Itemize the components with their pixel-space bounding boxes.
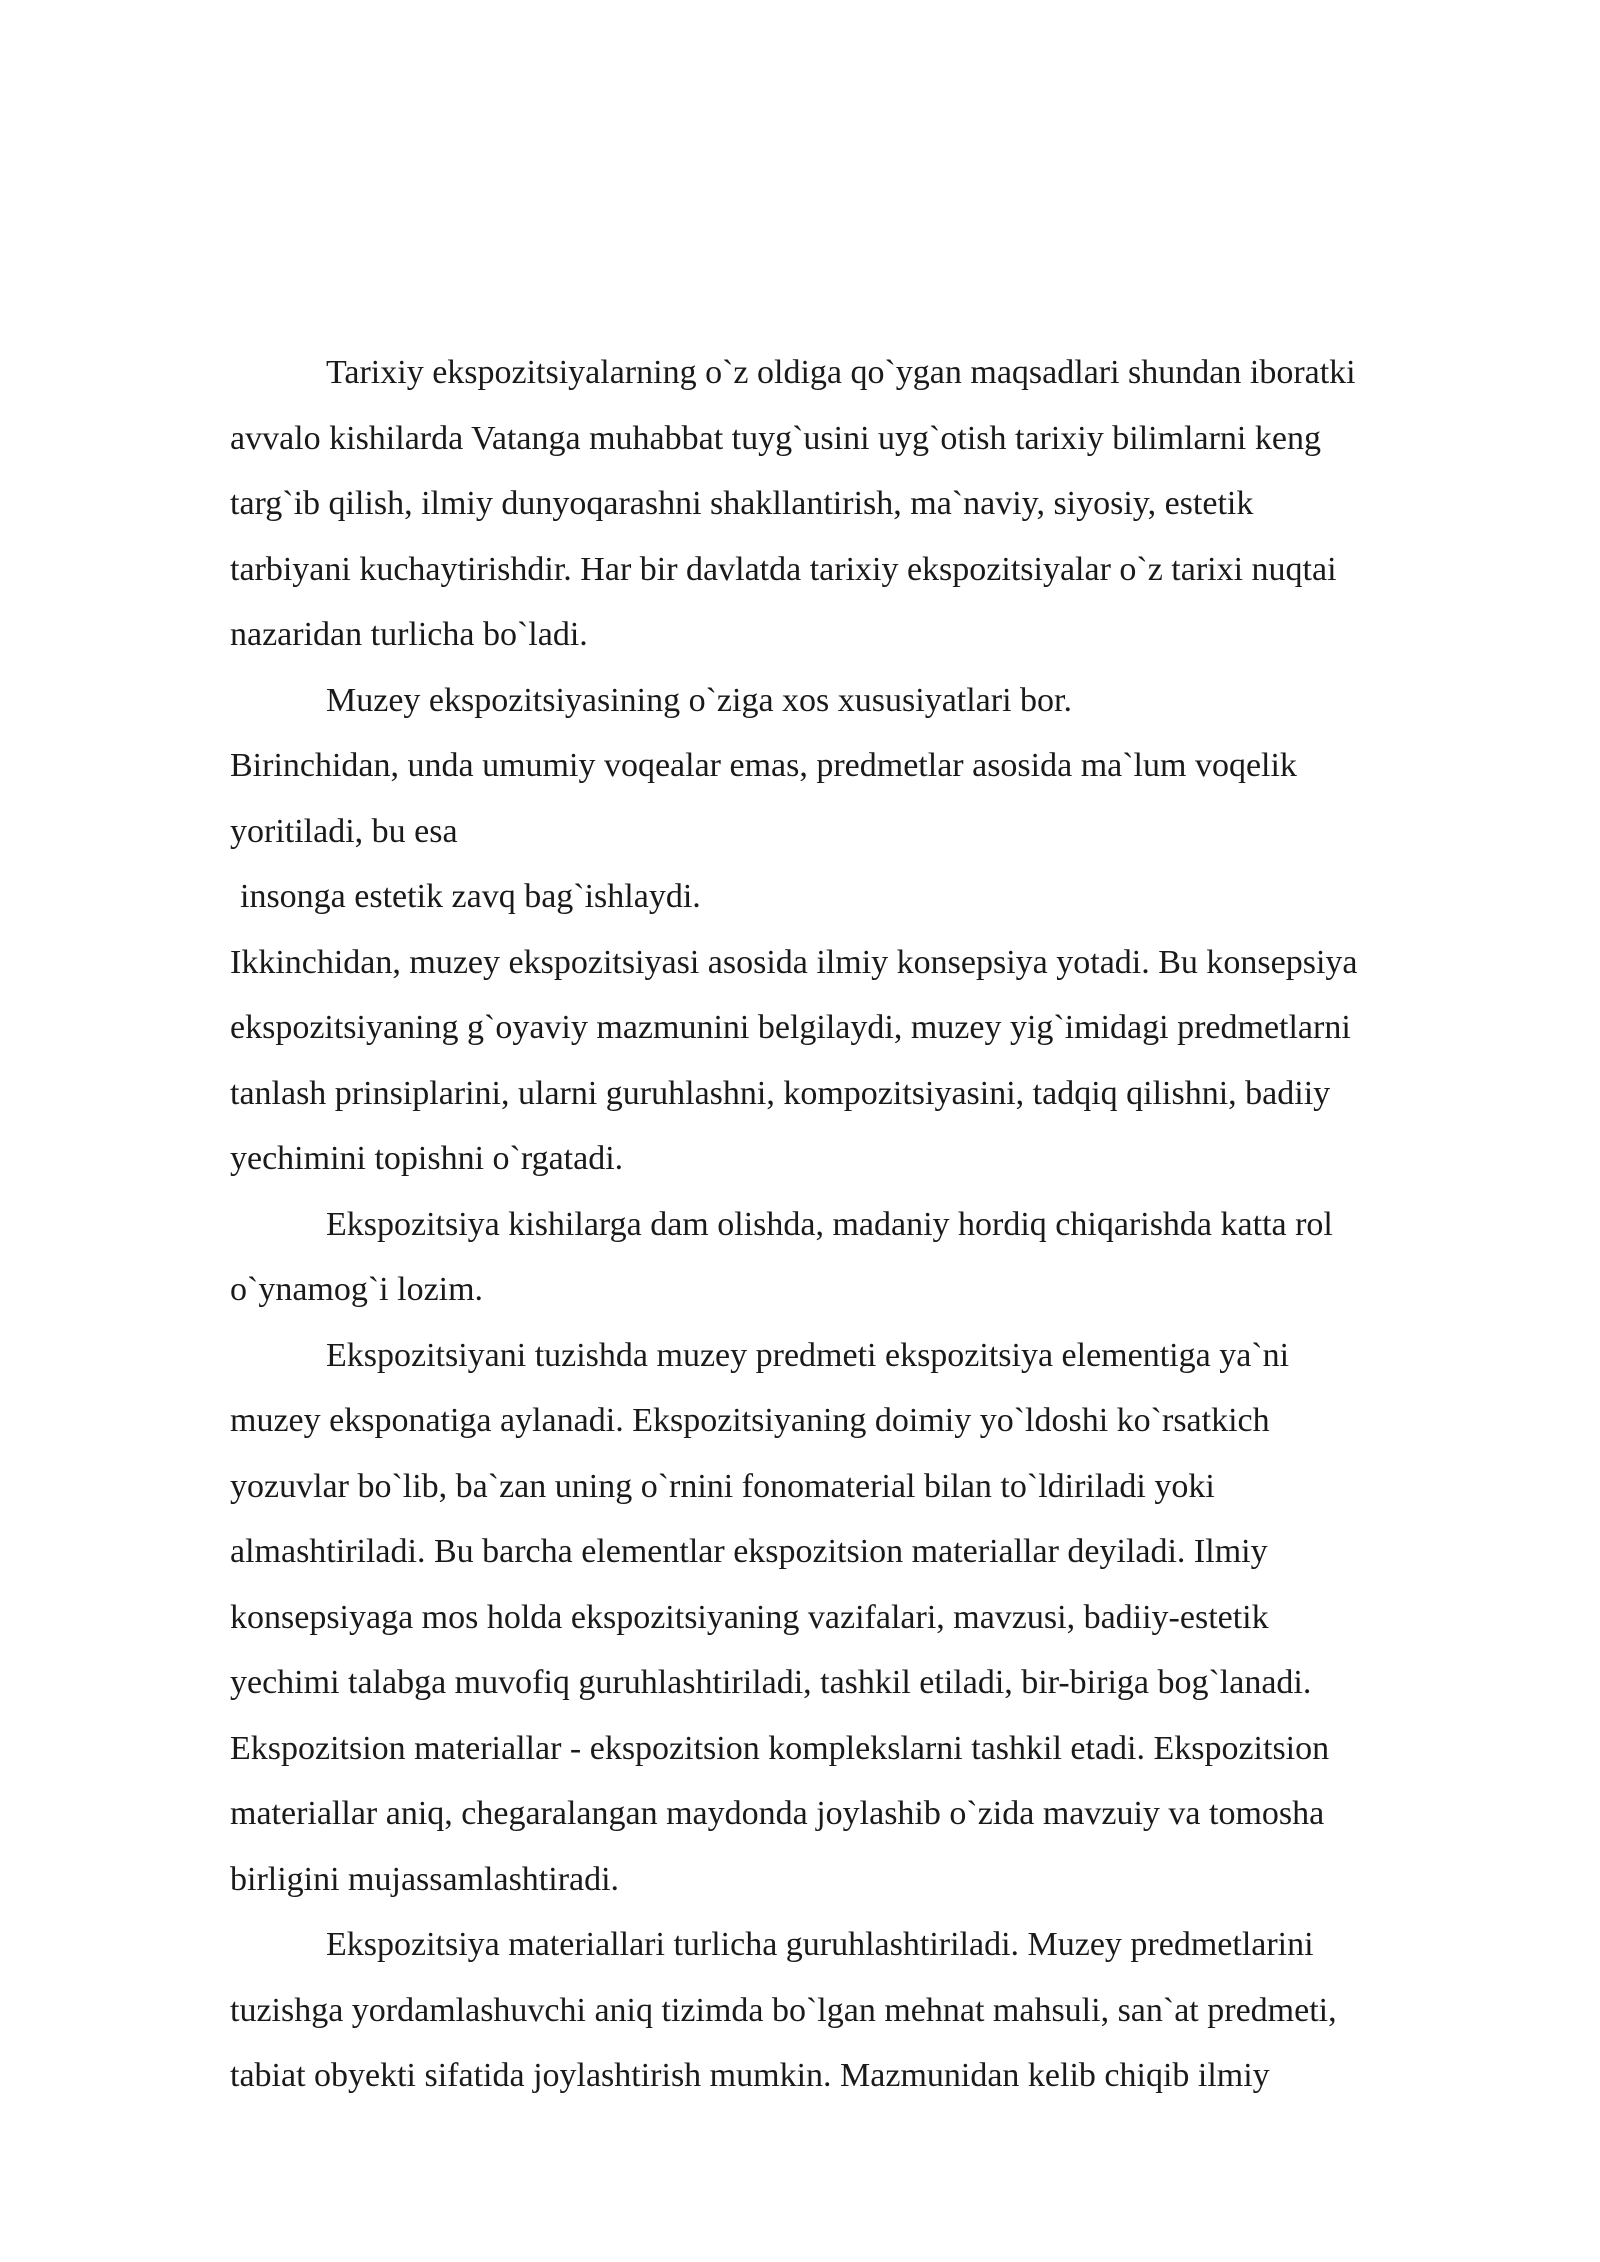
text-line: yechimi talabga muvofiq guruhlashtiriladi, tashkil etiladi, bir-biriga bog`lanadi.: [230, 1664, 1312, 1701]
text-line: materiallar aniq, chegaralangan maydonda joylashib o`zida mavzuiy va tomosha: [230, 1795, 1325, 1832]
text-line: Ekspozitsiya materiallari turlicha guruhlashtiriladi. Muzey predmetlarini: [326, 1926, 1314, 1963]
document-body: [230, 340, 1480, 2109]
text-line: Birinchidan, unda umumiy voqealar emas, predmetlar asosida ma`lum voqelik: [230, 747, 1297, 784]
text-line: konsepsiyaga mos holda ekspozitsiyaning vazifalari, mavzusi, badiiy-estetik: [230, 1598, 1269, 1636]
text-line: yoritiladi, bu esa: [230, 812, 458, 850]
text-line: birligini mujassamlashtiradi.: [230, 1860, 620, 1898]
text-line: Muzey ekspozitsiyasining o`ziga xos xususiyatlari bor.: [326, 681, 1072, 719]
text-line: Ikkinchidan, muzey ekspozitsiyasi asosida ilmiy konsepsiya yotadi. Bu konsepsiya: [230, 943, 1358, 981]
text-line: insonga estetik zavq bag`ishlaydi.: [240, 878, 701, 915]
text-line: muzey eksponatiga aylanadi. Ekspozitsiyaning doimiy yo`ldoshi ko`rsatkich: [230, 1402, 1270, 1439]
text-line: tarbiyani kuchaytirishdir. Har bir davlatda tarixiy ekspozitsiyalar o`z tarixi nuqtai: [230, 550, 1337, 588]
text-line: almashtiriladi. Bu barcha elementlar ekspozitsion materiallar deyiladi. Ilmiy: [230, 1533, 1268, 1570]
text-line: Ekspozitsiyani tuzishda muzey predmeti ekspozitsiya elementiga ya`ni: [326, 1336, 1290, 1374]
text-line: Ekspozitsiya kishilarga dam olishda, madaniy hordiq chiqarishda katta rol: [326, 1205, 1333, 1243]
text-line: o`ynamog`i lozim.: [230, 1271, 484, 1308]
text-line: tanlash prinsiplarini, ularni guruhlashni, kompozitsiyasini, tadqiq qilishni, badiiy: [230, 1074, 1331, 1112]
text-line: Ekspozitsion materiallar - ekspozitsion komplekslarni tashkil etadi. Ekspozitsion: [230, 1729, 1330, 1767]
text-line: yozuvlar bo`lib, ba`zan uning o`rnini fonomaterial bilan to`ldiriladi yoki: [230, 1467, 1215, 1505]
text-line: avvalo kishilarda Vatanga muhabbat tuyg`usini uyg`otish tarixiy bilimlarni keng: [230, 419, 1321, 457]
text-line: yechimini topishni o`rgatadi.: [230, 1140, 624, 1177]
text-line: ekspozitsiyaning g`oyaviy mazmunini belgilaydi, muzey yig`imidagi predmetlarni: [230, 1009, 1351, 1046]
text-line: Tarixiy ekspozitsiyalarning o`z oldiga qo`ygan maqsadlari shundan iboratki: [326, 354, 1356, 391]
text-line: targ`ib qilish, ilmiy dunyoqarashni shakllantirish, ma`naviy, siyosiy, estetik: [230, 485, 1254, 522]
text-line: tabiat obyekti sifatida joylashtirish mumkin. Mazmunidan kelib chiqib ilmiy: [230, 2057, 1270, 2094]
text-line: tuzishga yordamlashuvchi aniq tizimda bo`lgan mehnat mahsuli, san`at predmeti,: [230, 1991, 1337, 2029]
text-line: nazaridan turlicha bo`ladi.: [230, 616, 588, 653]
